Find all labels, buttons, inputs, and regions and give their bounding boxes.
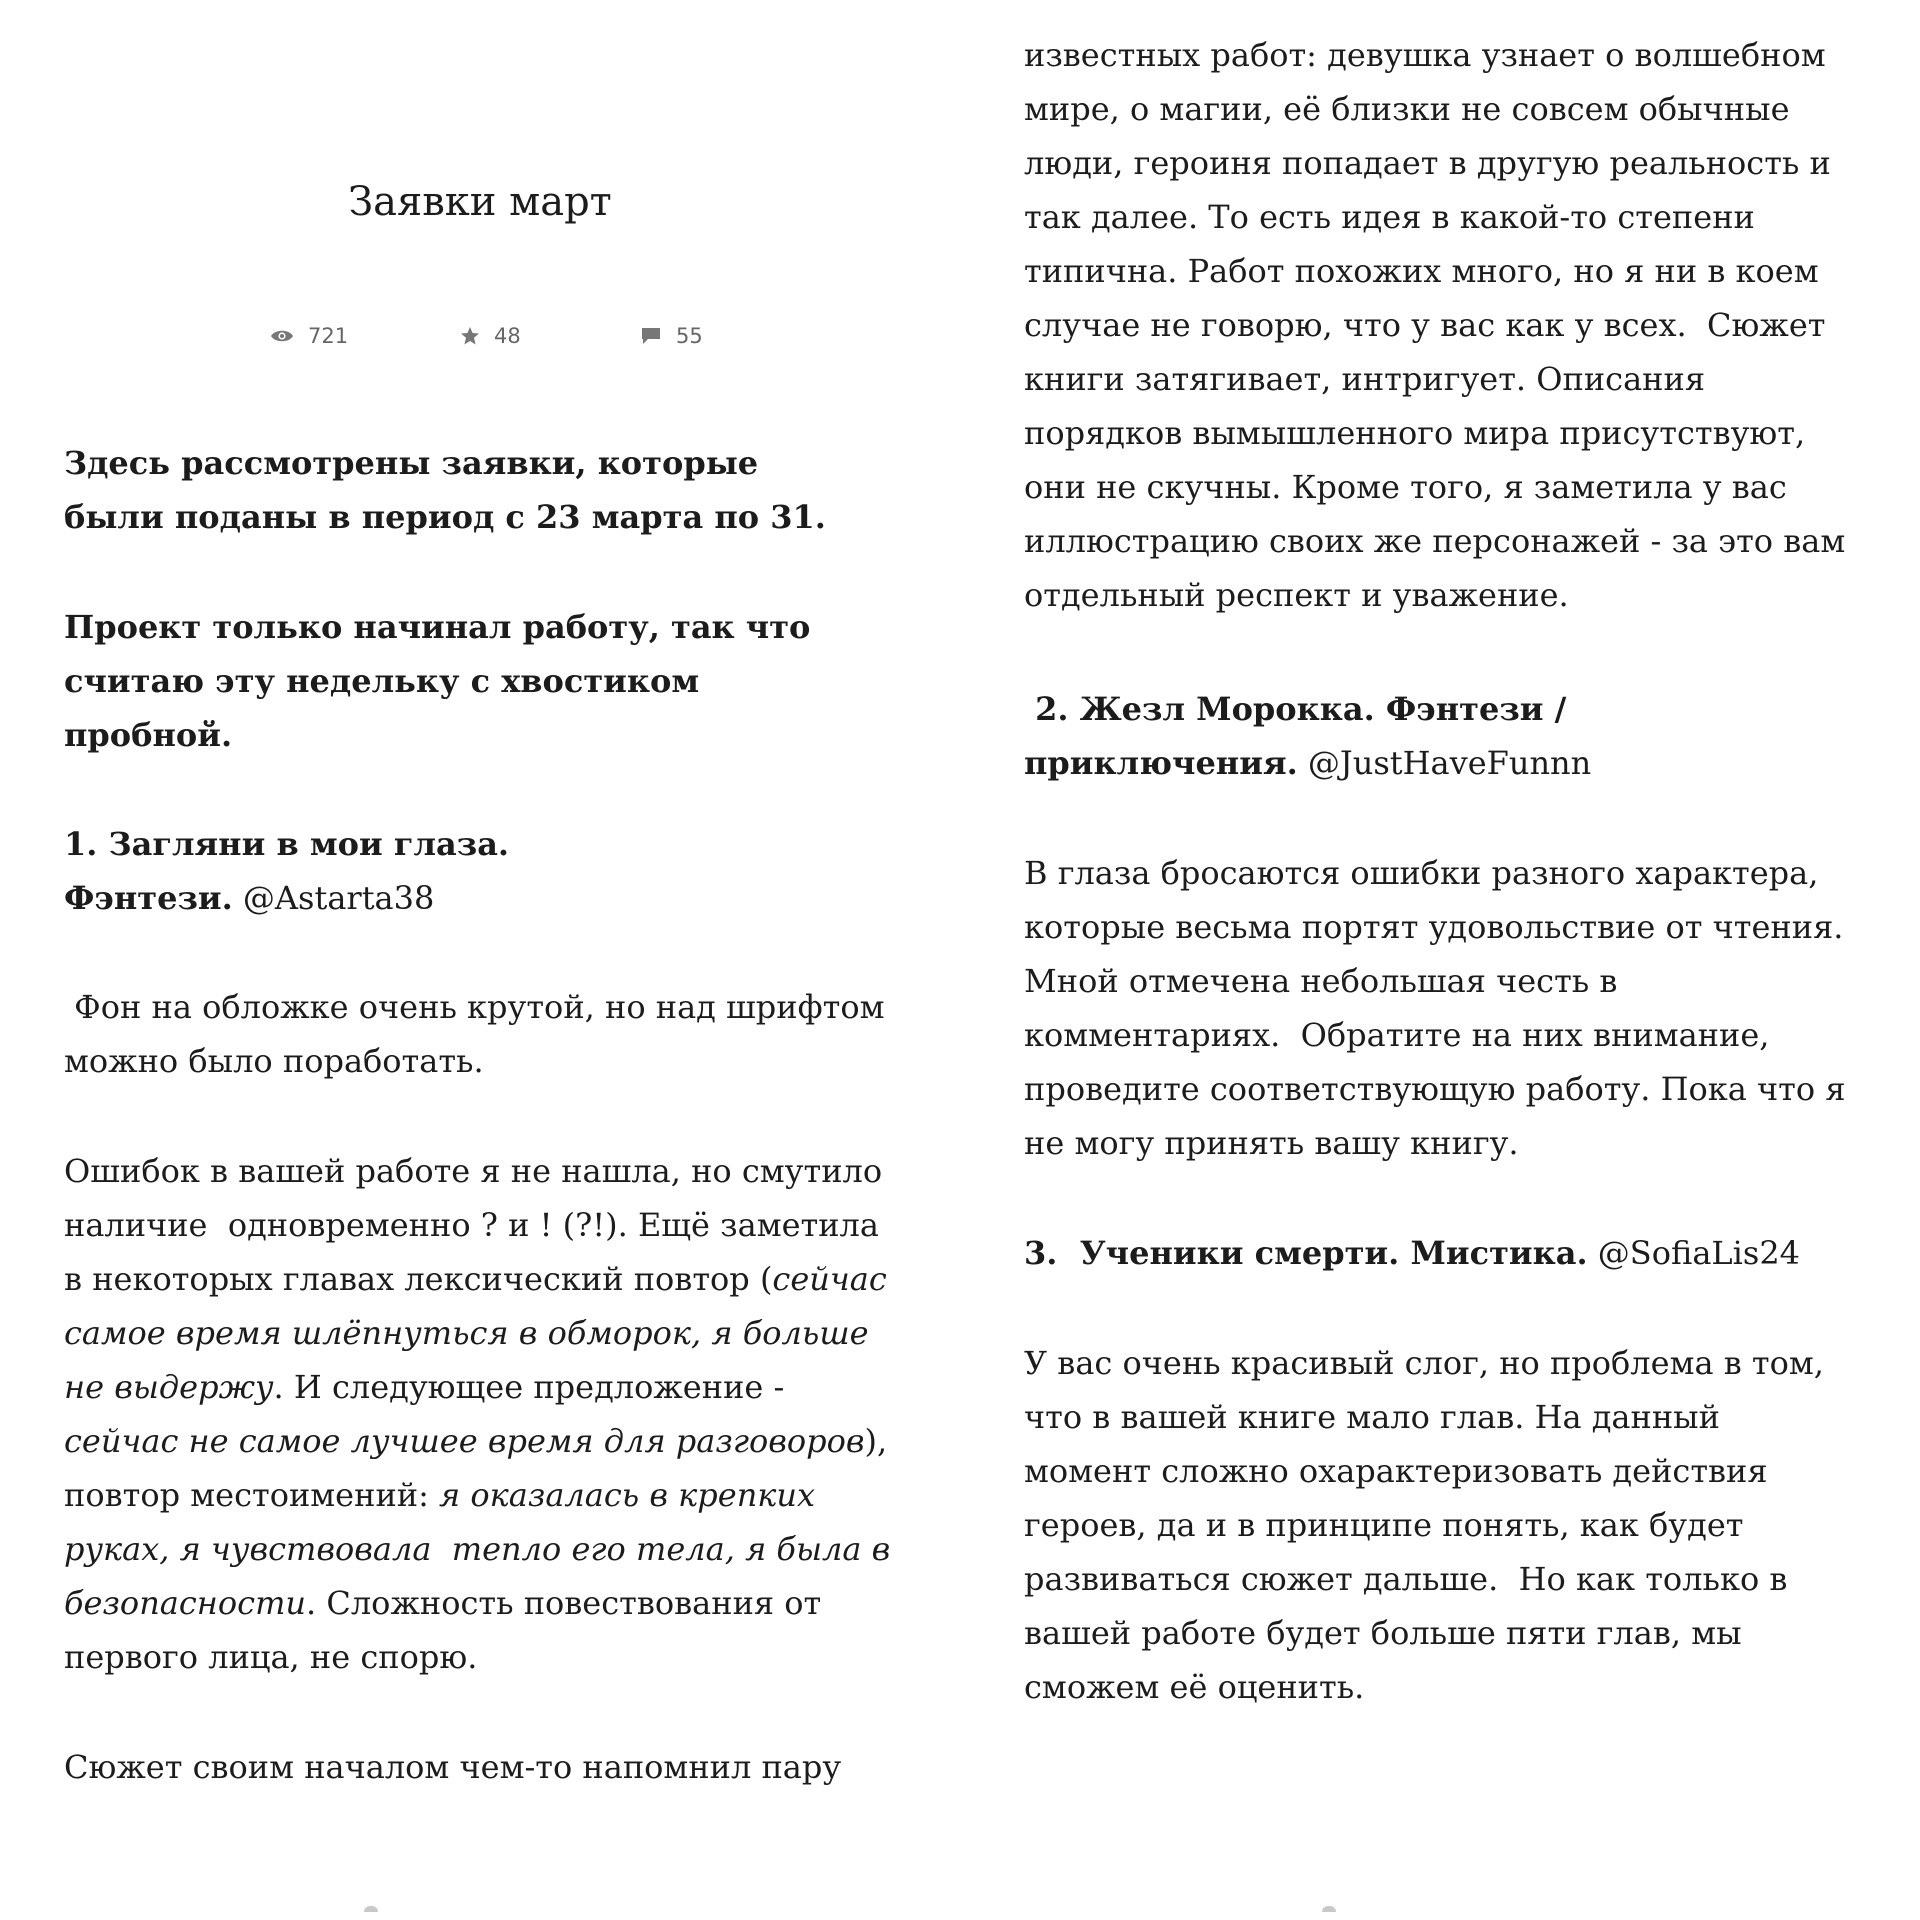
plot-line: случае не говорю, что у вас как у всех. Сюжет bbox=[1024, 306, 1826, 344]
review-1-errors-line bbox=[64, 1252, 887, 1307]
text-run: в некоторых главах лексический повтор ( bbox=[64, 1260, 773, 1298]
review-2-heading-line bbox=[1024, 736, 1591, 791]
review-1-plot-start: Сюжет своим началом чем-то напомнил пару bbox=[64, 1748, 842, 1786]
review-3-heading: 3. Ученики смерти. Мистика. bbox=[1024, 1234, 1588, 1272]
review-1-errors-line bbox=[64, 1360, 784, 1415]
review-1-cover: можно было поработать. bbox=[64, 1042, 484, 1080]
review-2-line: не могу принять вашу книгу. bbox=[1024, 1124, 1519, 1162]
review-2-line: проведите соответствующую работу. Пока что я bbox=[1024, 1070, 1846, 1108]
italic-quote: безопасности bbox=[64, 1584, 307, 1622]
page-title: Заявки март bbox=[348, 179, 612, 225]
review-1-author: @Astarta38 bbox=[232, 879, 435, 917]
plot-line: иллюстрацию своих же персонажей - за это вам bbox=[1024, 522, 1846, 560]
review-2-author: @JustHaveFunnn bbox=[1297, 744, 1592, 782]
review-1-errors-line: первого лица, не спорю. bbox=[64, 1638, 478, 1676]
plot-line: известных работ: девушка узнает о волшебном bbox=[1024, 36, 1826, 74]
review-1-errors-line: руках, я чувствовала тепло его тела, я была в bbox=[64, 1530, 891, 1568]
comment-icon bbox=[640, 326, 662, 346]
review-1-errors-line: наличие одновременно ? и ! (?!). Ещё заметила bbox=[64, 1206, 879, 1244]
intro-line: пробной. bbox=[64, 716, 233, 754]
text-run: повтор местоимений: bbox=[64, 1476, 440, 1514]
intro-line: Здесь рассмотрены заявки, которые bbox=[64, 444, 759, 482]
comments-count: 55 bbox=[676, 324, 703, 348]
review-3-line: развиваться сюжет дальше. Но как только в bbox=[1024, 1560, 1788, 1598]
views-stat bbox=[270, 318, 348, 354]
comments-stat bbox=[640, 318, 703, 354]
stars-stat bbox=[460, 318, 521, 354]
review-1-errors-line bbox=[64, 1414, 887, 1469]
plot-line: книги затягивает, интригует. Описания bbox=[1024, 360, 1705, 398]
views-count: 721 bbox=[308, 324, 349, 348]
review-3-heading-line bbox=[1024, 1226, 1800, 1281]
plot-line: люди, героиня попадает в другую реальность и bbox=[1024, 144, 1831, 182]
review-1-heading-line bbox=[64, 871, 434, 926]
review-1-errors-line: самое время шлёпнуться в обморок, я больше bbox=[64, 1314, 869, 1352]
plot-line: они не скучны. Кроме того, я заметила у вас bbox=[1024, 468, 1787, 506]
text-run: . Сложность повествования от bbox=[306, 1584, 822, 1622]
plot-line: мире, о магии, её близки не совсем обычные bbox=[1024, 90, 1790, 128]
review-3-line: момент сложно охарактеризовать действия bbox=[1024, 1452, 1768, 1490]
page-indicator bbox=[364, 1906, 378, 1912]
review-3-author: @SofiaLis24 bbox=[1587, 1234, 1801, 1272]
plot-line: порядков вымышленного мира присутствуют, bbox=[1024, 414, 1806, 452]
plot-line: отдельный респект и уважение. bbox=[1024, 576, 1569, 614]
italic-quote: я оказалась в крепких bbox=[439, 1476, 816, 1514]
italic-quote: сейчас bbox=[772, 1260, 887, 1298]
intro-line: Проект только начинал работу, так что bbox=[64, 608, 811, 646]
review-1-heading: 1. Загляни в мои глаза. bbox=[64, 825, 510, 863]
review-3-line: У вас очень красивый слог, но проблема в том, bbox=[1024, 1344, 1824, 1382]
review-3-line: что в вашей книге мало глав. На данный bbox=[1024, 1398, 1720, 1436]
review-2-heading: 2. Жезл Морокка. Фэнтези / bbox=[1024, 690, 1567, 728]
review-1-errors-line bbox=[64, 1576, 821, 1631]
page-indicator bbox=[1322, 1906, 1336, 1912]
italic-quote: не выдержу bbox=[64, 1368, 274, 1406]
review-1-errors-line: Ошибок в вашей работе я не нашла, но смутило bbox=[64, 1152, 883, 1190]
text-run: ), bbox=[864, 1422, 888, 1460]
review-2-line: комментариях. Обратите на них внимание, bbox=[1024, 1016, 1770, 1054]
plot-line: так далее. То есть идея в какой-то степени bbox=[1024, 198, 1755, 236]
star-icon bbox=[460, 326, 480, 346]
review-2-line: В глаза бросаются ошибки разного характера, bbox=[1024, 854, 1819, 892]
plot-line: типична. Работ похожих много, но я ни в коем bbox=[1024, 252, 1819, 290]
stars-count: 48 bbox=[494, 324, 521, 348]
review-2-line: которые весьма портят удовольствие от чтения. bbox=[1024, 908, 1844, 946]
review-1-genre: Фэнтези. bbox=[64, 879, 233, 917]
intro-line: считаю эту недельку с хвостиком bbox=[64, 662, 700, 700]
review-3-line: сможем её оценить. bbox=[1024, 1668, 1365, 1706]
review-2-line: Мной отмечена небольшая честь в bbox=[1024, 962, 1618, 1000]
review-1-errors-line bbox=[64, 1468, 815, 1523]
italic-quote: сейчас не самое лучшее время для разговоров bbox=[64, 1422, 865, 1460]
review-1-cover: Фон на обложке очень крутой, но над шрифтом bbox=[64, 988, 885, 1026]
review-2-genre: приключения. bbox=[1024, 744, 1298, 782]
eye-icon bbox=[270, 328, 294, 344]
intro-line: были поданы в период с 23 марта по 31. bbox=[64, 498, 826, 536]
review-3-line: вашей работе будет больше пяти глав, мы bbox=[1024, 1614, 1742, 1652]
review-3-line: героев, да и в принципе понять, как будет bbox=[1024, 1506, 1744, 1544]
text-run: . И следующее предложение - bbox=[273, 1368, 785, 1406]
